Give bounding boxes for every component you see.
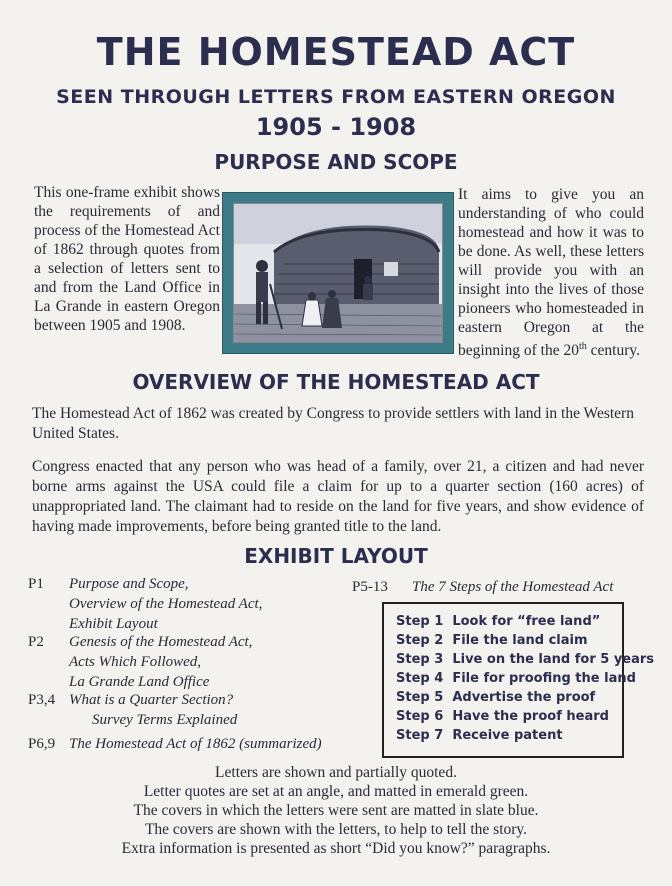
homestead-photo-mat <box>222 192 454 354</box>
overview-heading: OVERVIEW OF THE HOMESTEAD ACT <box>132 370 540 394</box>
layout-line: What is a Quarter Section? <box>69 692 234 708</box>
layout-code: P3,4 <box>28 692 56 708</box>
step-item: Step 4 File for proofing the land <box>396 671 636 686</box>
layout-line: Exhibit Layout <box>69 616 158 632</box>
sod-house-illustration <box>233 203 443 343</box>
footer-line: The covers in which the letters were sent are matted in slate blue. <box>133 802 539 819</box>
layout-code: P6,9 <box>28 736 56 752</box>
sod-house-drawing <box>234 204 442 342</box>
steps-box <box>382 602 655 758</box>
purpose-right-body: It aims to give you an understanding of who could homestead and how it was to be done. As well, these letters will provide you with an insight into the lives of those pioneers who homesteaded in eastern Oregon at the beginning of the 20th century. <box>458 186 644 360</box>
step-item: Step 7 Receive patent <box>396 728 563 743</box>
layout-line: La Grande Land Office <box>69 674 210 690</box>
layout-line: The 7 Steps of the Homestead Act <box>412 579 614 595</box>
footer-line: Extra information is presented as short “Did you know?” paragraphs. <box>121 840 551 857</box>
page-title: THE HOMESTEAD ACT <box>96 30 576 74</box>
purpose-right-text <box>458 185 644 360</box>
layout-code: P1 <box>28 576 44 592</box>
layout-line: Survey Terms Explained <box>92 712 238 728</box>
layout-line: Overview of the Homestead Act, <box>69 596 263 612</box>
purpose-left-text: This one-frame exhibit shows the requirements of and process of the Homestead Act of 1862 through quotes from a selection of letters sent to and from the Land Office in La Grande in eastern Oregon between 1905 and 1908. <box>34 184 220 334</box>
page-years: 1905 - 1908 <box>255 113 417 141</box>
layout-line: Acts Which Followed, <box>69 654 202 670</box>
step-item: Step 1 Look for “free land” <box>396 614 601 629</box>
purpose-heading: PURPOSE AND SCOPE <box>214 150 458 174</box>
overview-paragraph-2: Congress enacted that any person who was head of a family, over 21, a citizen and had never borne arms against the USA could file a claim for up to a quarter section (160 acres) of unappropriated land. The claimant had to reside on the land for five years, and show evidence of having made improvements, before being granted title to the land. <box>32 458 644 535</box>
page-subtitle: SEEN THROUGH LETTERS FROM EASTERN OREGON <box>56 86 616 108</box>
layout-line: Purpose and Scope, <box>69 576 189 592</box>
footer-line: Letter quotes are set at an angle, and matted in emerald green. <box>143 783 529 800</box>
step-item: Step 5 Advertise the proof <box>396 690 596 705</box>
layout-line: The Homestead Act of 1862 (summarized) <box>69 736 322 752</box>
layout-heading: EXHIBIT LAYOUT <box>244 544 428 568</box>
footer-line: The covers are shown with the letters, to help to tell the story. <box>144 821 528 838</box>
layout-code: P2 <box>28 634 44 650</box>
step-item: Step 6 Have the proof heard <box>396 709 609 724</box>
step-item: Step 2 File the land claim <box>396 633 588 648</box>
overview-paragraph-1: The Homestead Act of 1862 was created by Congress to provide settlers with land in the Western United States. <box>32 405 634 442</box>
step-item: Step 3 Live on the land for 5 years <box>396 652 655 667</box>
layout-code: P5-13 <box>352 579 388 595</box>
footer-line: Letters are shown and partially quoted. <box>215 764 457 781</box>
layout-line: Genesis of the Homestead Act, <box>69 634 253 650</box>
